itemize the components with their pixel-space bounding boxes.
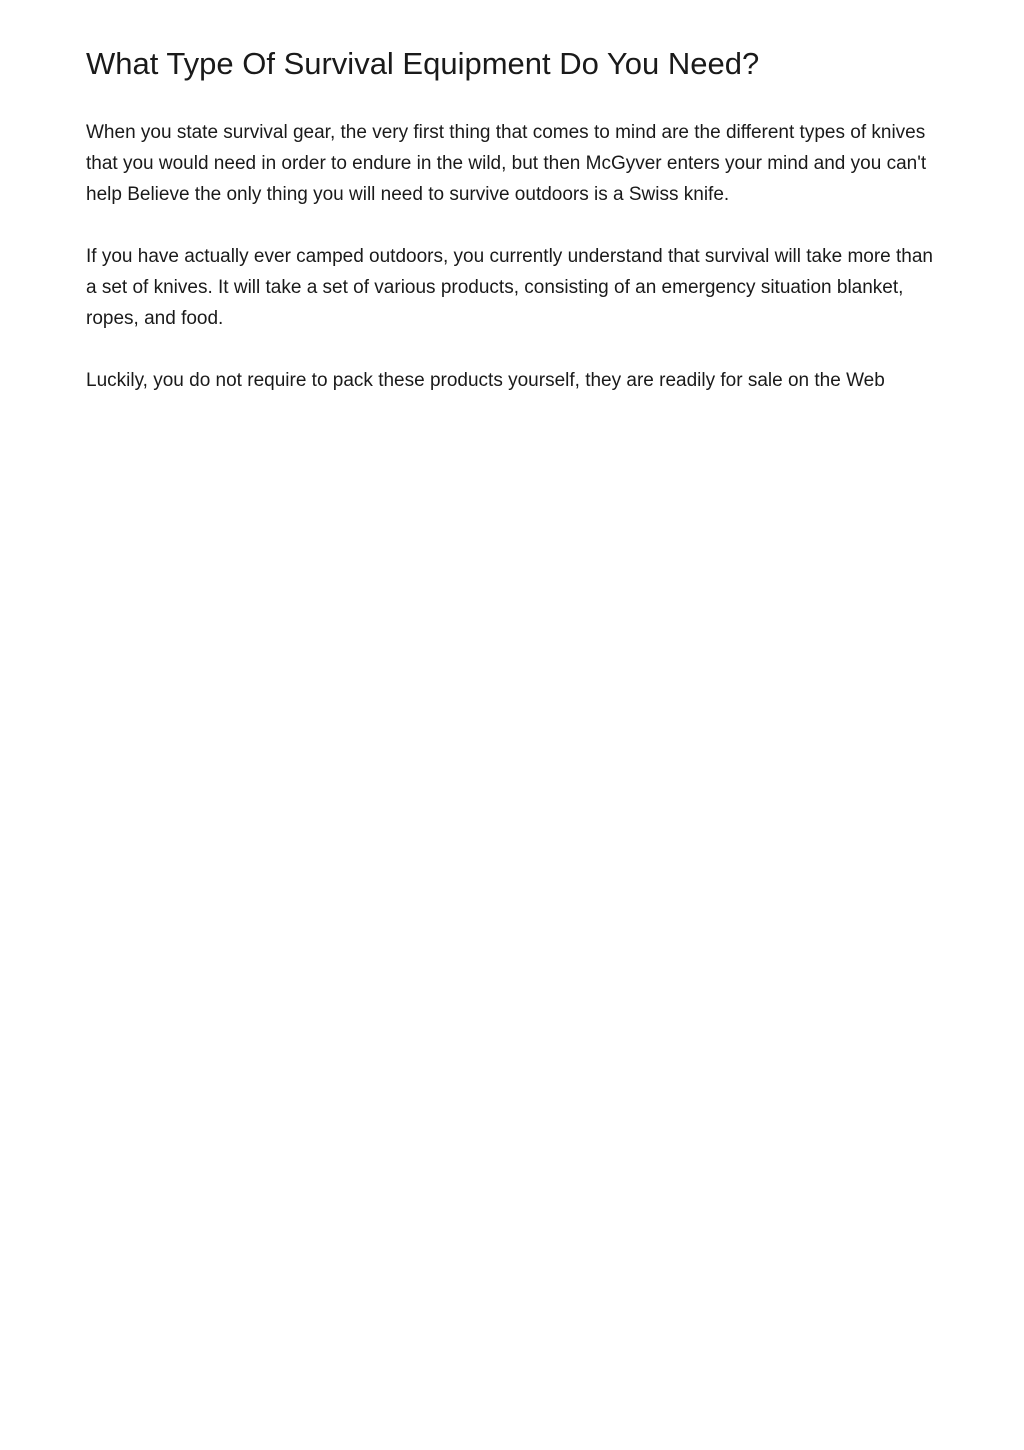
document-title: What Type Of Survival Equipment Do You Need? [86,46,760,81]
document-body [86,117,938,396]
paragraph-3: Luckily, you do not require to pack these products yourself, they are readily for sale on the Web [86,370,885,391]
paragraph-1: When you state survival gear, the very first thing that comes to mind are the different types of knives that you would need in order to endure in the wild, but then McGyver enters your mind and you can't help Believe the only thing you will need to survive outdoors is a Swiss knife. [86,122,927,205]
paragraph-2: If you have actually ever camped outdoors, you currently understand that survival will take more than a set of knives. It will take a set of various products, consisting of an emergency situation blanket, ropes, and food. [86,246,933,329]
